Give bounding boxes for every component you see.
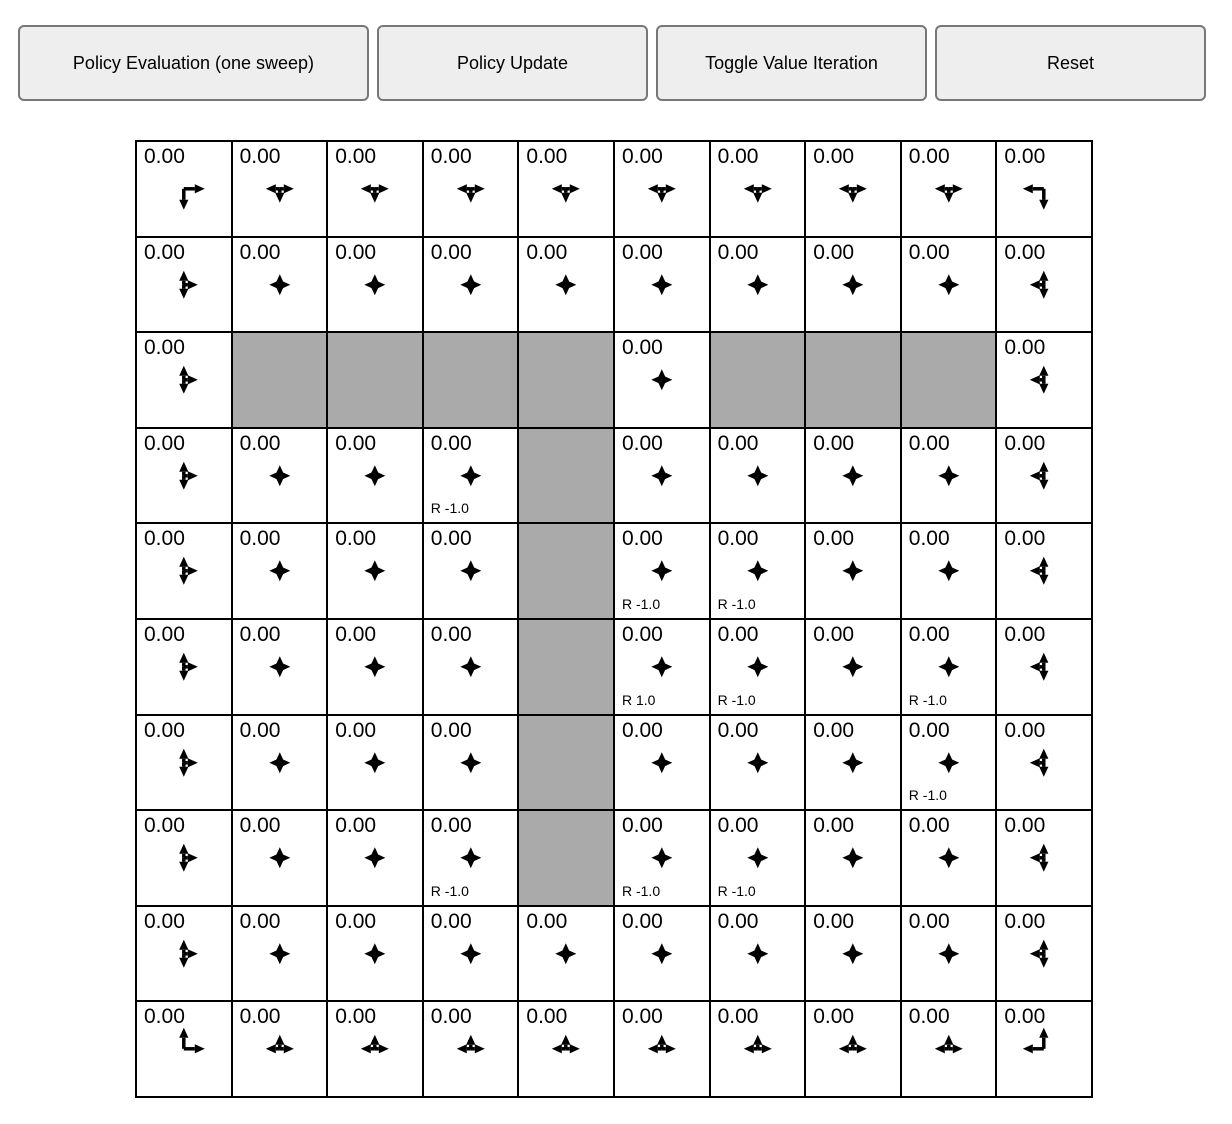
cell-reward: R -1.0	[908, 787, 947, 804]
cell-value: 0.00	[430, 909, 472, 933]
grid-cell[interactable]	[902, 1002, 996, 1096]
policy-arrows-icon	[233, 907, 327, 1001]
grid-cell[interactable]	[997, 907, 1091, 1001]
grid-cell[interactable]	[711, 142, 805, 236]
policy-arrows-icon	[424, 907, 518, 1001]
grid-cell[interactable]	[233, 907, 327, 1001]
cell-value: 0.00	[144, 814, 185, 838]
policy-arrows-icon	[997, 907, 1091, 1001]
policy-arrows-icon	[137, 1002, 231, 1096]
policy-arrows-icon	[233, 620, 327, 714]
cell-value: 0.00	[1004, 814, 1046, 838]
policy-arrows-icon	[806, 524, 900, 618]
cell-reward: R -1.0	[430, 500, 469, 517]
grid-cell[interactable]	[328, 716, 422, 810]
cell-value: 0.00	[1004, 431, 1046, 455]
grid-cell[interactable]	[615, 907, 709, 1001]
policy-arrows-icon	[615, 429, 709, 523]
cell-value: 0.00	[813, 1005, 855, 1029]
policy-arrows-icon	[615, 1002, 709, 1096]
cell-value: 0.00	[526, 145, 568, 168]
wall-cell	[519, 620, 613, 714]
grid-cell[interactable]	[137, 716, 231, 810]
policy-arrows-icon	[424, 524, 518, 618]
grid-cell[interactable]	[615, 524, 709, 618]
cell-value: 0.00	[239, 431, 281, 455]
policy-arrows-icon	[806, 238, 900, 332]
cell-value: 0.00	[1004, 145, 1046, 168]
wall-cell	[902, 333, 996, 427]
grid-cell[interactable]	[711, 1002, 805, 1096]
grid-cell[interactable]	[233, 620, 327, 714]
cell-reward: R -1.0	[430, 882, 469, 899]
cell-value: 0.00	[335, 431, 377, 455]
policy-arrows-icon	[902, 142, 996, 236]
grid-cell[interactable]	[137, 620, 231, 714]
grid-cell[interactable]	[519, 907, 613, 1001]
policy-arrows-icon	[615, 907, 709, 1001]
grid-cell[interactable]	[997, 333, 1091, 427]
policy-arrows-icon	[902, 1002, 996, 1096]
cell-value: 0.00	[908, 1005, 950, 1029]
policy-arrows-icon	[137, 333, 231, 427]
grid-cell[interactable]	[902, 716, 996, 810]
wall-cell	[233, 333, 327, 427]
policy-arrows-icon	[424, 1002, 518, 1096]
cell-reward: R -1.0	[908, 691, 947, 708]
cell-value: 0.00	[430, 240, 472, 264]
grid-cell[interactable]	[711, 429, 805, 523]
wall-cell	[711, 333, 805, 427]
cell-value: 0.00	[813, 145, 855, 168]
wall-cell	[519, 333, 613, 427]
grid-cell[interactable]	[424, 716, 518, 810]
cell-value: 0.00	[813, 431, 855, 455]
cell-value: 0.00	[239, 1005, 281, 1029]
grid-cell[interactable]	[233, 811, 327, 905]
cell-value: 0.00	[621, 814, 663, 838]
policy-arrows-icon	[711, 238, 805, 332]
grid-cell[interactable]	[711, 811, 805, 905]
cell-value: 0.00	[908, 527, 950, 551]
policy-arrows-icon	[806, 907, 900, 1001]
policy-arrows-icon	[806, 142, 900, 236]
grid-cell[interactable]	[328, 620, 422, 714]
grid-cell[interactable]	[806, 811, 900, 905]
grid-cell[interactable]	[806, 238, 900, 332]
cell-value: 0.00	[335, 622, 377, 646]
toolbar	[18, 25, 1206, 101]
policy-arrows-icon	[137, 142, 231, 236]
grid-cell[interactable]	[328, 142, 422, 236]
grid-cell[interactable]	[711, 238, 805, 332]
grid-cell[interactable]	[806, 716, 900, 810]
toggle-value-iteration-button[interactable]: Toggle Value Iteration	[656, 25, 927, 101]
grid-cell[interactable]	[137, 333, 231, 427]
grid-cell[interactable]	[137, 907, 231, 1001]
policy-arrows-icon	[997, 524, 1091, 618]
grid-cell[interactable]	[997, 142, 1091, 236]
policy-arrows-icon	[806, 1002, 900, 1096]
wall-cell	[424, 333, 518, 427]
grid-cell[interactable]	[424, 524, 518, 618]
policy-arrows-icon	[233, 524, 327, 618]
cell-value: 0.00	[430, 431, 472, 455]
policy-update-button[interactable]: Policy Update	[377, 25, 648, 101]
cell-value: 0.00	[621, 240, 663, 264]
wall-cell	[519, 429, 613, 523]
cell-value: 0.00	[239, 527, 281, 551]
policy-arrows-icon	[615, 142, 709, 236]
cell-reward: R 1.0	[621, 691, 656, 708]
cell-value: 0.00	[335, 718, 377, 742]
cell-value: 0.00	[908, 431, 950, 455]
grid-cell[interactable]	[424, 907, 518, 1001]
policy-arrows-icon	[711, 907, 805, 1001]
policy-arrows-icon	[997, 429, 1091, 523]
cell-value: 0.00	[717, 718, 759, 742]
grid-cell[interactable]	[615, 142, 709, 236]
policy-arrows-icon	[519, 142, 613, 236]
grid-cell[interactable]	[233, 238, 327, 332]
cell-value: 0.00	[908, 814, 950, 838]
cell-value: 0.00	[144, 718, 185, 742]
grid-cell[interactable]	[806, 524, 900, 618]
cell-value: 0.00	[144, 622, 185, 646]
grid-cell[interactable]	[711, 907, 805, 1001]
policy-arrows-icon	[328, 524, 422, 618]
policy-arrows-icon	[328, 620, 422, 714]
policy-arrows-icon	[424, 238, 518, 332]
gridworld	[135, 140, 1093, 1098]
policy-arrows-icon	[711, 142, 805, 236]
cell-value: 0.00	[526, 240, 568, 264]
policy-arrows-icon	[519, 907, 613, 1001]
cell-value: 0.00	[1004, 909, 1046, 933]
grid-cell[interactable]	[997, 429, 1091, 523]
cell-value: 0.00	[621, 622, 663, 646]
cell-value: 0.00	[239, 622, 281, 646]
policy-arrows-icon	[711, 429, 805, 523]
cell-reward: R -1.0	[717, 691, 756, 708]
grid-cell[interactable]	[997, 620, 1091, 714]
cell-value: 0.00	[335, 527, 377, 551]
cell-value: 0.00	[908, 909, 950, 933]
cell-value: 0.00	[1004, 527, 1046, 551]
cell-reward: R -1.0	[717, 882, 756, 899]
cell-value: 0.00	[621, 527, 663, 551]
cell-value: 0.00	[621, 909, 663, 933]
cell-value: 0.00	[239, 909, 281, 933]
grid-cell[interactable]	[615, 429, 709, 523]
grid-cell[interactable]	[997, 238, 1091, 332]
grid-cell[interactable]	[233, 429, 327, 523]
policy-arrows-icon	[137, 716, 231, 810]
policy-arrows-icon	[806, 716, 900, 810]
grid-cell[interactable]	[997, 716, 1091, 810]
wall-cell	[519, 811, 613, 905]
cell-value: 0.00	[526, 1005, 568, 1029]
policy-arrows-icon	[615, 716, 709, 810]
cell-value: 0.00	[335, 909, 377, 933]
policy-arrows-icon	[519, 238, 613, 332]
grid-cell[interactable]	[711, 716, 805, 810]
cell-value: 0.00	[621, 718, 663, 742]
grid-cell[interactable]	[233, 524, 327, 618]
grid-cell[interactable]	[615, 716, 709, 810]
cell-value: 0.00	[526, 909, 568, 933]
grid-cell[interactable]	[328, 811, 422, 905]
grid-cell[interactable]	[328, 238, 422, 332]
cell-value: 0.00	[430, 622, 472, 646]
policy-arrows-icon	[997, 333, 1091, 427]
grid-cell[interactable]	[711, 524, 805, 618]
cell-value: 0.00	[717, 622, 759, 646]
grid-cell[interactable]	[328, 524, 422, 618]
cell-reward: R -1.0	[621, 882, 661, 899]
cell-value: 0.00	[813, 909, 855, 933]
grid-cell[interactable]	[137, 811, 231, 905]
policy-arrows-icon	[137, 620, 231, 714]
policy-arrows-icon	[997, 142, 1091, 236]
policy-arrows-icon	[424, 142, 518, 236]
cell-value: 0.00	[717, 909, 759, 933]
grid-cell[interactable]	[806, 1002, 900, 1096]
grid-cell[interactable]	[519, 238, 613, 332]
grid-cell[interactable]	[137, 1002, 231, 1096]
grid-cell[interactable]	[424, 238, 518, 332]
cell-value: 0.00	[144, 240, 185, 264]
cell-value: 0.00	[239, 814, 281, 838]
grid-cell[interactable]	[137, 524, 231, 618]
grid-cell[interactable]	[519, 1002, 613, 1096]
policy-arrows-icon	[997, 811, 1091, 905]
cell-value: 0.00	[908, 240, 950, 264]
cell-value: 0.00	[144, 145, 185, 168]
cell-value: 0.00	[717, 145, 759, 168]
policy-arrows-icon	[997, 620, 1091, 714]
cell-value: 0.00	[908, 718, 950, 742]
cell-value: 0.00	[621, 1005, 663, 1029]
grid-cell[interactable]	[328, 907, 422, 1001]
cell-value: 0.00	[430, 145, 472, 168]
policy-arrows-icon	[902, 238, 996, 332]
policy-arrows-icon	[233, 238, 327, 332]
policy-arrows-icon	[424, 620, 518, 714]
policy-arrows-icon	[997, 238, 1091, 332]
policy-arrows-icon	[615, 238, 709, 332]
policy-arrows-icon	[711, 1002, 805, 1096]
grid-cell[interactable]	[806, 142, 900, 236]
cell-value: 0.00	[239, 718, 281, 742]
policy-arrows-icon	[137, 811, 231, 905]
grid-cell[interactable]	[902, 429, 996, 523]
cell-value: 0.00	[144, 527, 185, 551]
grid-cell[interactable]	[902, 238, 996, 332]
policy-arrows-icon	[137, 524, 231, 618]
grid-cell[interactable]	[137, 238, 231, 332]
cell-value: 0.00	[144, 909, 185, 933]
cell-value: 0.00	[335, 814, 377, 838]
grid-cell[interactable]	[424, 620, 518, 714]
grid-cell[interactable]	[137, 429, 231, 523]
policy-arrows-icon	[328, 716, 422, 810]
cell-value: 0.00	[908, 622, 950, 646]
grid-cell[interactable]	[424, 429, 518, 523]
policy-arrows-icon	[902, 429, 996, 523]
grid-cell[interactable]	[615, 620, 709, 714]
grid-cell[interactable]	[806, 620, 900, 714]
policy-arrows-icon	[328, 811, 422, 905]
policy-arrows-icon	[233, 716, 327, 810]
cell-reward: R -1.0	[717, 595, 756, 612]
policy-arrows-icon	[711, 716, 805, 810]
grid-cell[interactable]	[233, 142, 327, 236]
cell-value: 0.00	[717, 814, 759, 838]
cell-value: 0.00	[717, 527, 759, 551]
grid-cell[interactable]	[328, 429, 422, 523]
cell-value: 0.00	[335, 1005, 377, 1029]
cell-value: 0.00	[621, 431, 663, 455]
policy-arrows-icon	[233, 429, 327, 523]
cell-value: 0.00	[813, 527, 855, 551]
grid-cell[interactable]	[424, 811, 518, 905]
policy-arrows-icon	[233, 811, 327, 905]
cell-value: 0.00	[717, 1005, 759, 1029]
cell-reward: R -1.0	[621, 595, 661, 612]
cell-value: 0.00	[430, 1005, 472, 1029]
grid-cell[interactable]	[997, 1002, 1091, 1096]
cell-value: 0.00	[717, 240, 759, 264]
grid-cell[interactable]	[806, 429, 900, 523]
wall-cell	[519, 716, 613, 810]
cell-value: 0.00	[1004, 718, 1046, 742]
policy-arrows-icon	[328, 907, 422, 1001]
policy-arrows-icon	[806, 620, 900, 714]
policy-arrows-icon	[233, 142, 327, 236]
grid-cell[interactable]	[711, 620, 805, 714]
cell-value: 0.00	[430, 527, 472, 551]
cell-value: 0.00	[1004, 336, 1046, 360]
cell-value: 0.00	[430, 814, 472, 838]
grid-cell[interactable]	[806, 907, 900, 1001]
cell-value: 0.00	[813, 240, 855, 264]
cell-value: 0.00	[813, 718, 855, 742]
grid-cell[interactable]	[424, 142, 518, 236]
policy-arrows-icon	[137, 238, 231, 332]
grid-cell[interactable]	[615, 811, 709, 905]
grid-cell[interactable]	[997, 524, 1091, 618]
cell-value: 0.00	[813, 814, 855, 838]
wall-cell	[328, 333, 422, 427]
wall-cell	[806, 333, 900, 427]
grid-cell[interactable]	[328, 1002, 422, 1096]
cell-value: 0.00	[1004, 240, 1046, 264]
grid-cell[interactable]	[902, 620, 996, 714]
policy-arrows-icon	[328, 429, 422, 523]
policy-arrows-icon	[997, 1002, 1091, 1096]
policy-arrows-icon	[902, 907, 996, 1001]
grid-cell[interactable]	[615, 1002, 709, 1096]
policy-arrows-icon	[424, 716, 518, 810]
cell-value: 0.00	[621, 145, 663, 168]
cell-value: 0.00	[335, 240, 377, 264]
cell-value: 0.00	[621, 336, 663, 360]
grid-cell[interactable]	[615, 238, 709, 332]
grid-cell[interactable]	[902, 907, 996, 1001]
policy-arrows-icon	[519, 1002, 613, 1096]
policy-arrows-icon	[902, 811, 996, 905]
grid-cell[interactable]	[424, 1002, 518, 1096]
cell-value: 0.00	[239, 145, 281, 168]
policy-arrows-icon	[137, 907, 231, 1001]
cell-value: 0.00	[430, 718, 472, 742]
policy-arrows-icon	[902, 524, 996, 618]
policy-arrows-icon	[997, 716, 1091, 810]
policy-arrows-icon	[328, 142, 422, 236]
grid-cell[interactable]	[902, 142, 996, 236]
policy-arrows-icon	[615, 333, 709, 427]
policy-arrows-icon	[806, 429, 900, 523]
grid-cell[interactable]	[519, 142, 613, 236]
grid-cell[interactable]	[233, 1002, 327, 1096]
cell-value: 0.00	[717, 431, 759, 455]
grid-cell[interactable]	[137, 142, 231, 236]
policy-arrows-icon	[137, 429, 231, 523]
grid-cell[interactable]	[902, 524, 996, 618]
cell-value: 0.00	[239, 240, 281, 264]
cell-value: 0.00	[813, 622, 855, 646]
grid-cell[interactable]	[233, 716, 327, 810]
grid-cell[interactable]	[615, 333, 709, 427]
cell-value: 0.00	[144, 431, 185, 455]
grid-cell[interactable]	[902, 811, 996, 905]
cell-value: 0.00	[335, 145, 377, 168]
grid-cell[interactable]	[997, 811, 1091, 905]
cell-value: 0.00	[144, 1005, 185, 1029]
reset-button[interactable]: Reset	[935, 25, 1206, 101]
policy-arrows-icon	[328, 238, 422, 332]
policy-arrows-icon	[806, 811, 900, 905]
cell-value: 0.00	[144, 336, 185, 360]
policy-arrows-icon	[328, 1002, 422, 1096]
cell-value: 0.00	[1004, 622, 1046, 646]
cell-value: 0.00	[908, 145, 950, 168]
policy-evaluation-button[interactable]: Policy Evaluation (one sweep)	[18, 25, 369, 101]
wall-cell	[519, 524, 613, 618]
cell-value: 0.00	[1004, 1005, 1046, 1029]
policy-arrows-icon	[233, 1002, 327, 1096]
